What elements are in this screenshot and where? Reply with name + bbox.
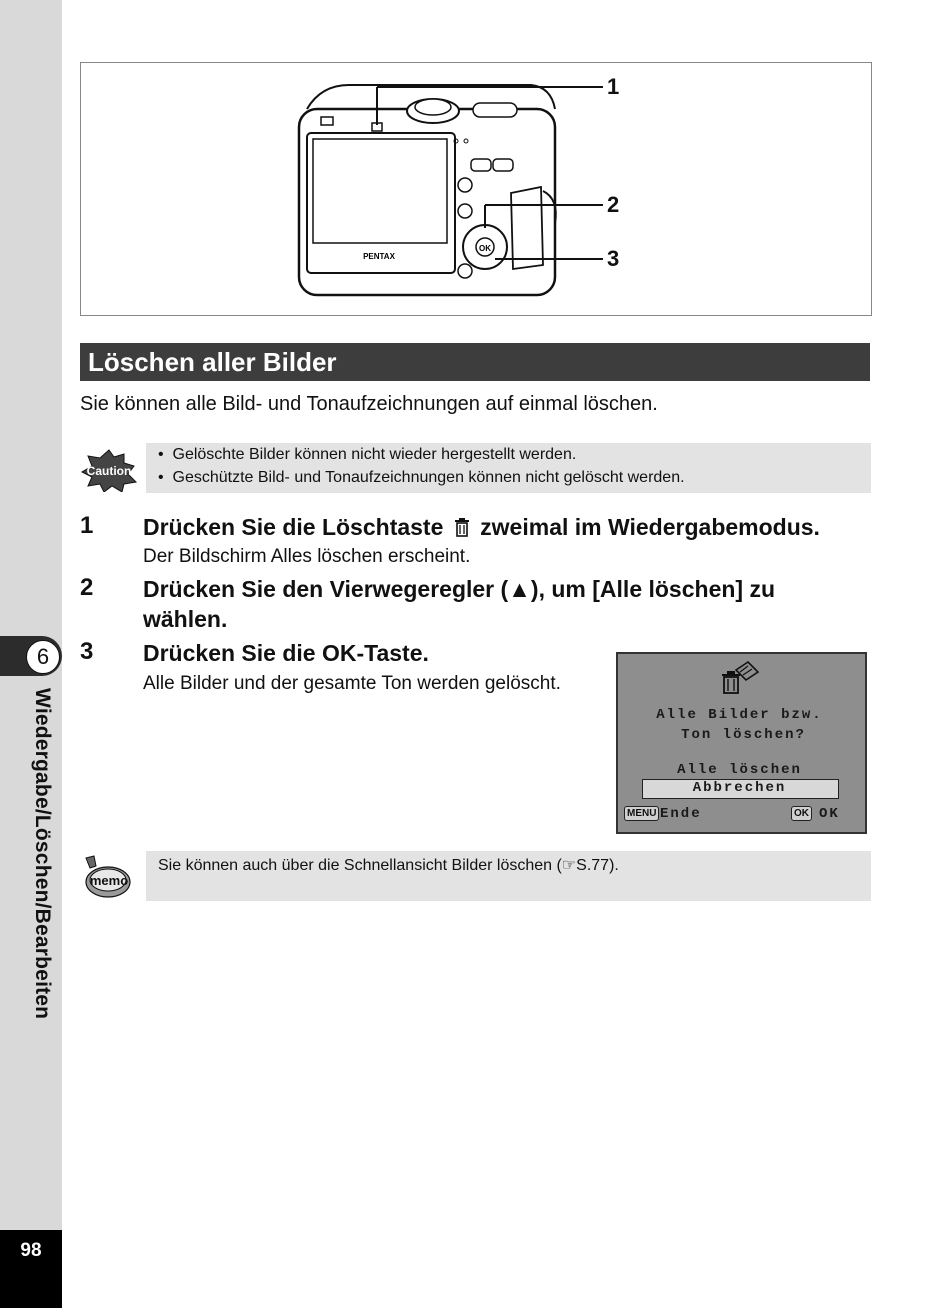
page-number: 98 xyxy=(20,1240,42,1261)
caution-icon-label: Caution xyxy=(86,464,132,478)
step-title: Drücken Sie den Vierwegeregler (▲), um [Alle löschen] zu wählen. xyxy=(143,576,776,632)
chapter-title: Wiedergabe/Löschen/Bearbeiten xyxy=(31,688,54,1020)
lcd-question-line1: Alle Bilder bzw. xyxy=(656,707,823,723)
lcd-question-line2: Ton löschen? xyxy=(681,727,806,743)
memo-icon-label: memo xyxy=(89,873,129,888)
lcd-ok-label: OK xyxy=(819,806,840,822)
lcd-menu-label: Ende xyxy=(660,806,702,822)
delete-all-icon xyxy=(718,660,762,696)
section-intro: Sie können alle Bild- und Tonaufzeichnungen auf einmal löschen. xyxy=(80,393,658,415)
caution-item: • Geschützte Bild- und Tonaufzeichnungen können nicht gelöscht werden. xyxy=(158,469,685,486)
ok-button-icon: OK xyxy=(791,806,812,821)
chapter-number: 6 xyxy=(26,640,60,674)
step-description: Der Bildschirm Alles löschen erscheint. xyxy=(143,546,471,567)
step-number: 3 xyxy=(80,638,94,665)
step-description: Alle Bilder und der gesamte Ton werden gelöscht. xyxy=(143,673,561,694)
menu-button-icon: MENU xyxy=(624,806,659,821)
caution-icon xyxy=(80,448,138,497)
callout-1: 1 xyxy=(607,74,620,99)
step-title: Drücken Sie die Löschtaste zweimal im Wiedergabemodus. xyxy=(143,514,820,540)
memo-text: Sie können auch über die Schnellansicht Bilder löschen (☞S.77). xyxy=(158,857,619,874)
ok-button-label: OK xyxy=(479,244,491,253)
callout-2: 2 xyxy=(607,192,620,217)
trash-icon xyxy=(453,517,471,537)
step-number: 1 xyxy=(80,512,94,539)
camera-illustration xyxy=(81,63,871,315)
step-number: 2 xyxy=(80,574,94,601)
lcd-option-cancel[interactable]: Abbrechen xyxy=(692,780,787,796)
lcd-option-delete-all[interactable]: Alle löschen xyxy=(677,762,802,778)
memo-icon xyxy=(80,854,132,905)
camera-brand: PENTAX xyxy=(363,252,395,261)
caution-item: • Gelöschte Bilder können nicht wieder hergestellt werden. xyxy=(158,446,577,463)
section-title: Löschen aller Bilder xyxy=(88,347,337,377)
callout-3: 3 xyxy=(607,246,620,271)
step-title: Drücken Sie die OK-Taste. xyxy=(143,640,429,666)
camera-figure xyxy=(80,62,872,316)
